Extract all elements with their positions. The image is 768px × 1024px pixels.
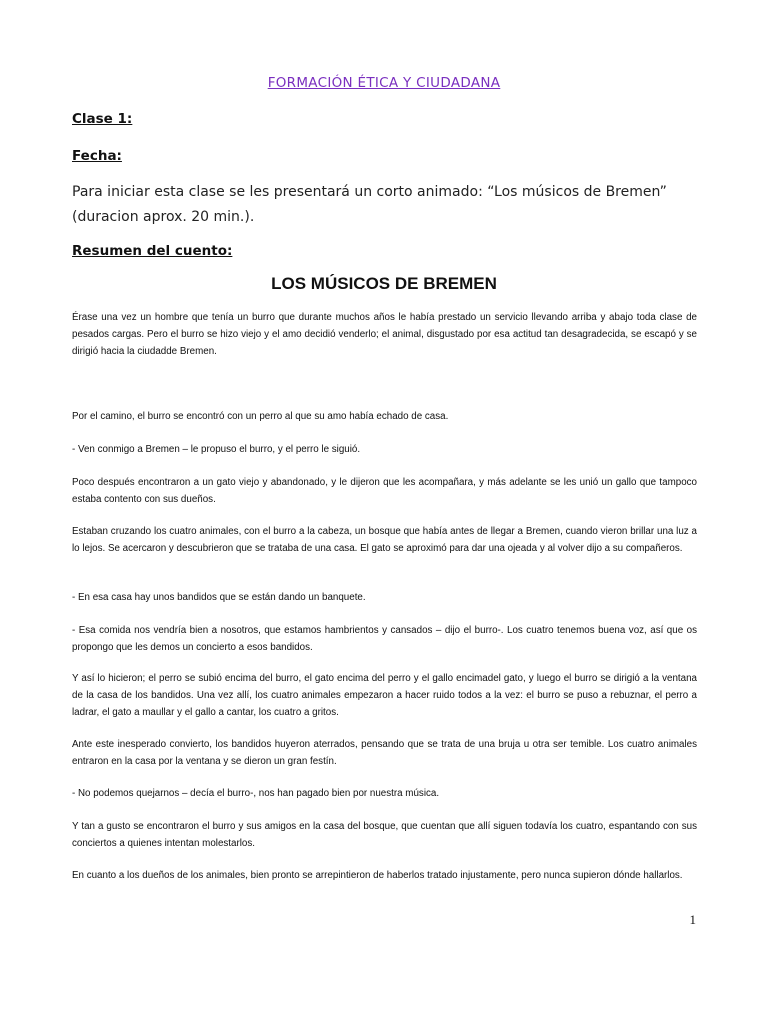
- story-paragraph: Poco después encontraron a un gato viejo y abandonado, y le dijeron que les acompañara, y más adelante se les unió un gallo que tampoco estaba contento con sus dueños.: [72, 477, 697, 505]
- story-paragraph: - Esa comida nos vendría bien a nosotros, que estamos hambrientos y cansados – dijo el burro-. Los cuatro tenemos buena voz, así que os propongo que les demos un concierto a esos bandidos.: [72, 625, 697, 653]
- story-paragraph: - Ven conmigo a Bremen – le propuso el burro, y el perro le siguió.: [72, 444, 361, 455]
- story-title: LOS MÚSICOS DE BREMEN: [271, 274, 497, 293]
- story-paragraph: En cuanto a los dueños de los animales, bien pronto se arrepintieron de haberlos tratado injustamente, pero nunca supieron dónde hallarlos.: [72, 870, 683, 881]
- story-paragraph: Ante este inesperado convierto, los bandidos huyeron aterrados, pensando que se trata de una bruja u otra ser temible. Los cuatro animales entraron en la casa por la ventana y se dieron un gran festín.: [72, 739, 697, 767]
- story-paragraph: Por el camino, el burro se encontró con un perro al que su amo había echado de casa.: [72, 411, 449, 422]
- intro-text: Para iniciar esta clase se les presentará un corto animado: “Los músicos de Bremen” (duracion aprox. 20 min.).: [72, 184, 667, 225]
- story-paragraph: Y así lo hicieron; el perro se subió encima del burro, el gato encima del perro y el gallo encimadel gato, y luego el burro se dirigió a la ventana de la casa de los bandidos. Una vez allí, los cuatro animales empezaron a hacer ruido todos a la vez: el burro se puso a rebuznar, el perro a ladrar, el gato a maullar y el gallo a cantar, los cuatro a gritos.: [72, 673, 697, 718]
- date-label: Fecha:: [72, 148, 122, 164]
- course-title: FORMACIÓN ÉTICA Y CIUDADANA: [267, 75, 501, 91]
- page-number: 1: [689, 912, 696, 927]
- summary-label: Resumen del cuento:: [72, 243, 233, 259]
- story-paragraph: - No podemos quejarnos – decía el burro-, nos han pagado bien por nuestra música.: [72, 788, 440, 799]
- story-paragraph: - En esa casa hay unos bandidos que se están dando un banquete.: [72, 592, 366, 603]
- class-label: Clase 1:: [72, 111, 133, 127]
- story-paragraph: Estaban cruzando los cuatro animales, con el burro a la cabeza, un bosque que había antes de llegar a Bremen, cuando vieron brillar una luz a lo lejos. Se acercaron y descubrieron que se trataba de una casa. El gato se aproximó para dar una ojeada y al volver dijo a su compañeros.: [72, 526, 697, 554]
- story-paragraph: Érase una vez un hombre que tenía un burro que durante muchos años le había prestado un servicio llevando arriba y abajo toda clase de pesados cargas. Pero el burro se hizo viejo y el amo decidió venderlo; el animal, disgustado por esa actitud tan desagradecida, se escapó y se dirigió hacia la ciudadde Bremen.: [72, 312, 697, 357]
- story-paragraph: Y tan a gusto se encontraron el burro y sus amigos en la casa del bosque, que cuentan que allí siguen todavía los cuatro, espantando con sus conciertos a quienes intentan molestarlos.: [72, 821, 697, 849]
